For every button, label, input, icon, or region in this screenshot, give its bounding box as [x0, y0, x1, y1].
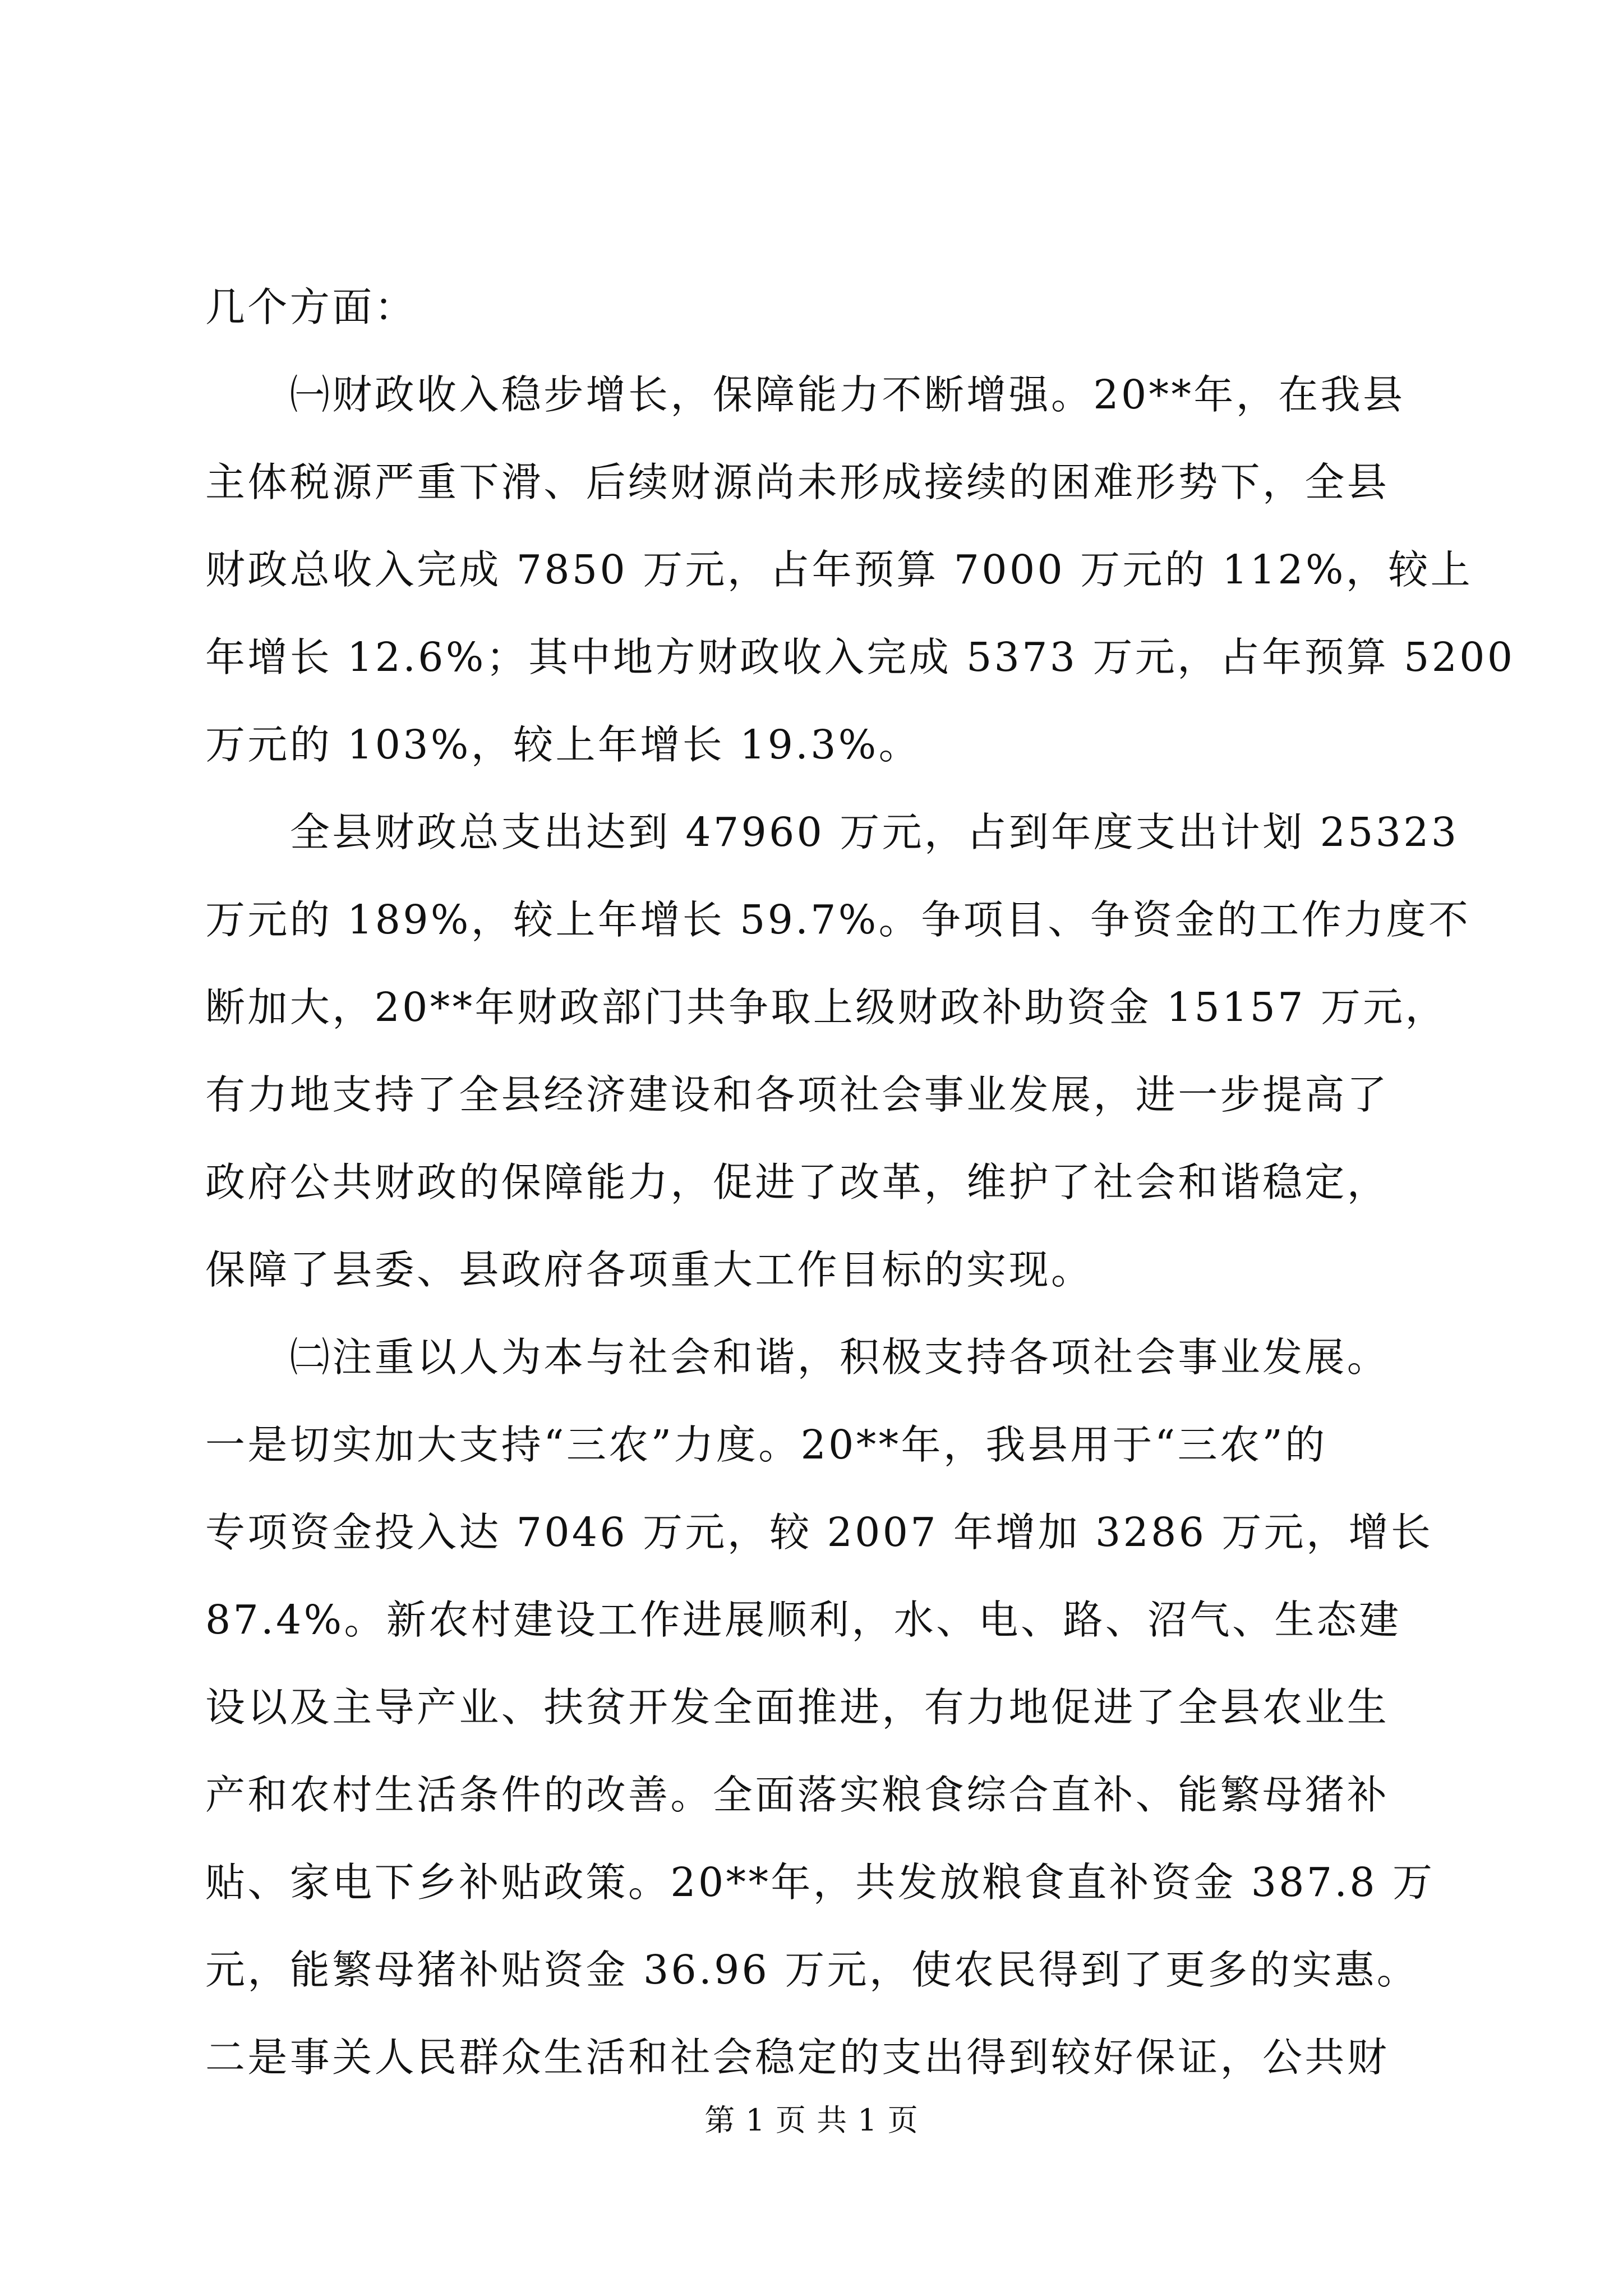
text-line: 一是切实加大支持“三农”力度。20**年，我县用于“三农”的: [205, 1421, 1327, 1468]
text-line: 政府公共财政的保障能力，促进了改革，维护了社会和谐稳定，: [205, 1159, 1390, 1205]
text-line: 87.4%。新农村建设工作进展顺利，水、电、路、沼气、生态建: [205, 1596, 1401, 1643]
page-footer: 第 1 页 共 1 页: [704, 2102, 919, 2138]
document-body: [205, 264, 1515, 2101]
text-line: 二是事关人民群众生活和社会稳定的支出得到较好保证，公共财: [205, 2034, 1390, 2081]
text-line: 产和农村生活条件的改善。全面落实粮食综合直补、能繁母猪补: [205, 1772, 1390, 1818]
text-line: 主体税源严重下滑、后续财源尚未形成接续的困难形势下，全县: [205, 459, 1390, 505]
text-line: 年增长 12.6%；其中地方财政收入完成 5373 万元，占年预算 5200: [205, 634, 1515, 680]
text-line: 专项资金投入达 7046 万元，较 2007 年增加 3286 万元，增长: [205, 1509, 1433, 1556]
text-line: 有力地支持了全县经济建设和各项社会事业发展，进一步提高了: [205, 1071, 1390, 1118]
text-line: 几个方面：: [205, 284, 417, 330]
text-line: 财政总收入完成 7850 万元，占年预算 7000 万元的 112%，较上: [205, 546, 1473, 593]
text-line: ㈠财政收入稳步增长，保障能力不断增强。20**年，在我县: [205, 371, 1405, 418]
text-line: 元，能繁母猪补贴资金 36.96 万元，使农民得到了更多的实惠。: [205, 1947, 1419, 1993]
text-line: 万元的 189%，较上年增长 59.7%。争项目、争资金的工作力度不: [205, 896, 1471, 943]
text-line: ㈡注重以人为本与社会和谐，积极支持各项社会事业发展。: [205, 1334, 1390, 1381]
text-line: 全县财政总支出达到 47960 万元，占到年度支出计划 25323: [205, 809, 1459, 855]
text-line: 贴、家电下乡补贴政策。20**年，共发放粮食直补资金 387.8 万: [205, 1859, 1435, 1906]
text-line: 万元的 103%，较上年增长 19.3%。: [205, 721, 921, 768]
text-line: 设以及主导产业、扶贫开发全面推进，有力地促进了全县农业生: [205, 1684, 1390, 1731]
text-line: 断加大，20**年财政部门共争取上级财政补助资金 15157 万元，: [205, 984, 1447, 1030]
text-line: 保障了县委、县政府各项重大工作目标的实现。: [205, 1246, 1094, 1293]
